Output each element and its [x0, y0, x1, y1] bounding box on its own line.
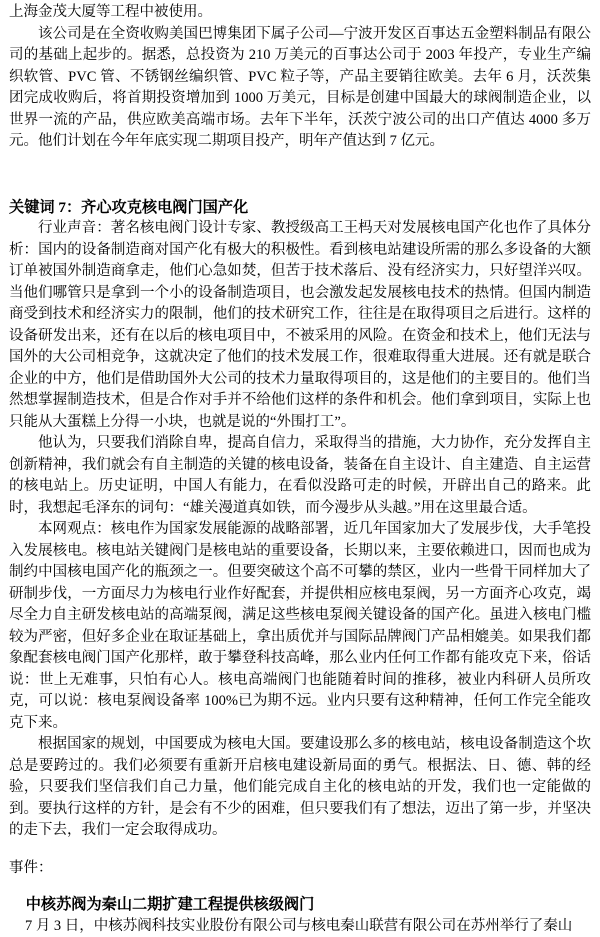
paragraph-shanghai-jinmao: 上海金茂大厦等工程中被使用。 [9, 2, 591, 24]
paragraph-industry-voice: 行业声音：著名核电阀门设计专家、教授级高工王杩天对发展核电国产化也作了具体分析：国内的设备制造商对国产化有极大的积极性。看到核电站建设所需的那么多设备的大额订单被国外制造商拿走，他们心急如焚，但苦于技术落后、没有经济实力，只好望洋兴叹。当他们哪管只是拿到一个小的设备制造项目，也会激发起发展核电技术的热情。但国内制造商受到技术和经济实力的限制，他们的技术研究工作，往往是在取得项目之后进行。这样的设备研发出来，还有在以后的核电项目中，不被采用的风险。在资金和技术上，他们无法与国外的大公司相竞争，这就决定了他们的技术发展工作，很难取得重大进展。还有就是联合企业的中方，他们是借助国外大公司的技术力量取得项目的，这是他们的主要目的。他们当然想掌握制造技术，但是合作对手并不给他们这样的条件和机会。他们拿到项目，实际上也只能从大蛋糕上分得一小块，也就是说的“外围打工”。 [9, 218, 591, 433]
document-content [9, 2, 591, 937]
events-label: 事件： [9, 858, 591, 880]
cnnc-sufa-heading: 中核苏阀为秦山二期扩建工程提供核级阀门 [9, 894, 591, 916]
paragraph-site-viewpoint: 本网观点：核电作为国家发展能源的战略部署，近几年国家加大了发展步伐，大手笔投入发展核电。核电站关键阀门是核电站的重要设备，长期以来，主要依赖进口，因而也成为制约中国核电国产化的瓶颈之一。但要突破这个高不可攀的禁区，业内一些骨干同样加大了研制步伐，一方面尽力为核电行业作好配套，并提供相应核电泵阀，另一方面齐心攻克，竭尽全力自主研发核电站的高端泵阀，满足这些核电泵阀关键设备的国产化。虽进入核电门槛较为严密，但好多企业在取证基础上，拿出质优并与国际品牌阀门产品相媲美。如果我们都象配套核电阀门国产化那样，敢于攀登科技高峰，那么业内任何工作都有能攻克下来，俗话说：世上无难事，只怕有心人。核电高端阀门也能随着时间的推移，被业内科研人员所攻克，可以说：核电泵阀设备率 100%已为期不远。业内只要有这种精神，任何工作完全能攻克下来。 [9, 519, 591, 734]
paragraph-national-plan: 根据国家的规划，中国要成为核电大国。要建设那么多的核电站，核电设备制造这个坎总是要跨过的。我们必须要有重新开启核电建设新局面的勇气。根据法、日、德、韩的经验，只要我们坚信我们自己力量，他们能完成自主化的核电站的开发，我们也一定能做的到。要执行这样的方针，是会有不少的困难，但只要我们有了想法，迈出了第一步，并坚决的走下去，我们一定会取得成功。 [9, 734, 591, 842]
paragraph-he-believes: 他认为，只要我们消除自卑，提高自信力，采取得当的措施，大力协作，充分发挥自主创新精神，我们就会有自主制造的关键的核电设备，装备在自主设计、自主建造、自主运营的核电站上。历史证明，中国人有能力，在看似没路可走的时候，开辟出自己的路来。此时，我想起毛泽东的词句：“雄关漫道真如铁，而今漫步从头越。”用在这里最合适。 [9, 433, 591, 519]
keyword-7-heading: 关键词 7：齐心攻克核电阀门国产化 [9, 197, 591, 219]
paragraph-watts-company: 该公司是在全资收购美国巴博集团下属子公司—宁波开发区百事达五金塑料制品有限公司的基础上起步的。据悉，总投资为 210 万美元的百事达公司于 2003 年投产，专业生产编织软管、PVC 管、不锈钢丝编织管、PVC 粒子等，产品主要销往欧美。去年 6 月，沃茨集团完成收购后，将首期投资增加到 1000 万美元，目标是创建中国最大的球阀制造企业，以世界一流的产品，供应欧美高端市场。去年下半年，沃茨宁波公司的出口产值达 4000 多万元。他们计划在今年年底实现二期项目投产，明年产值达到 7 亿元。 [9, 24, 591, 153]
paragraph-july-3-event: 7 月 3 日，中核苏阀科技实业股份有限公司与核电秦山联营有限公司在苏州举行了秦山 [9, 916, 591, 937]
